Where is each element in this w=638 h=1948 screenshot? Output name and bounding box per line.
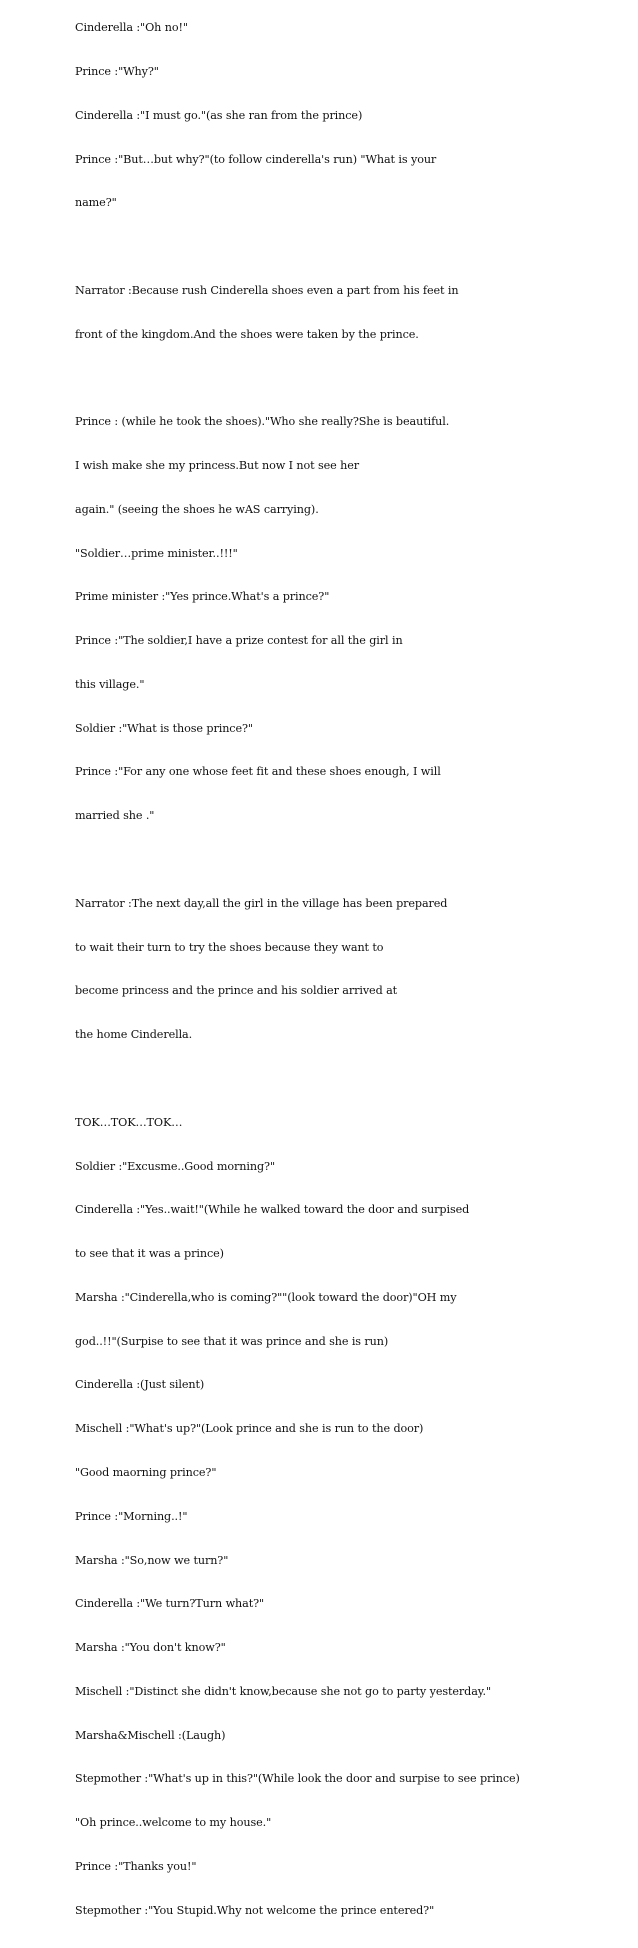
script-text <box>75 0 615 1948</box>
text-line: "Good maorning prince?" <box>75 1465 217 1479</box>
text-line: Marsha :"So,now we turn?" <box>75 1553 229 1567</box>
blank-line <box>75 371 615 386</box>
text-line: "Soldier…prime minister..!!!" <box>75 546 238 560</box>
blank-line <box>75 240 615 255</box>
text-line: Marsha :"Cinderella,who is coming?""(look toward the door)"OH my <box>75 1290 457 1304</box>
text-line: Mischell :"Distinct she didn't know,because she not go to party yesterday." <box>75 1684 492 1698</box>
text-line: Stepmother :"What's up in this?"(While look the door and surpise to see prince) <box>75 1772 520 1786</box>
text-line: Cinderella :"Oh no!" <box>75 21 188 35</box>
text-line: to wait their turn to try the shoes because they want to <box>75 940 384 954</box>
text-line: Cinderella :"I must go."(as she ran from the prince) <box>75 108 363 122</box>
text-line: I wish make she my princess.But now I not see her <box>75 459 360 472</box>
text-line: Narrator :Because rush Cinderella shoes even a part from his feet in <box>75 283 459 297</box>
text-line: Cinderella :"We turn?Turn what?" <box>75 1597 265 1611</box>
text-line: Prime minister :"Yes prince.What's a prince?" <box>75 590 330 604</box>
text-line: name?" <box>75 196 117 210</box>
text-line: Marsha :"You don't know?" <box>75 1641 226 1655</box>
text-line: become princess and the prince and his soldier arrived at <box>75 984 398 998</box>
text-line: "Oh prince..welcome to my house." <box>75 1816 272 1830</box>
text-line: Cinderella :(Just silent) <box>75 1378 205 1392</box>
text-line: front of the kingdom.And the shoes were taken by the prince. <box>75 327 419 341</box>
text-line: Stepmother :"You Stupid.Why not welcome the prince entered?" <box>75 1903 435 1917</box>
text-line: Prince :"Morning..!" <box>75 1509 188 1523</box>
text-line: Marsha&Mischell :(Laugh) <box>75 1728 226 1742</box>
blank-line <box>75 853 615 868</box>
text-line: Prince :"The soldier,I have a prize contest for all the girl in <box>75 634 403 648</box>
text-line: to see that it was a prince) <box>75 1247 224 1261</box>
text-line: Soldier :"What is those prince?" <box>75 721 253 735</box>
text-line: Prince : (while he took the shoes)."Who she really?She is beautiful. <box>75 415 450 429</box>
text-line: Cinderella :"Yes..wait!"(While he walked toward the door and surpised <box>75 1203 470 1217</box>
text-line: Mischell :"What's up?"(Look prince and she is run to the door) <box>75 1422 424 1436</box>
blank-line <box>75 1072 615 1087</box>
text-line: married she ." <box>75 809 155 823</box>
text-line: Prince :"Thanks you!" <box>75 1860 197 1873</box>
text-line: again." (seeing the shoes he wAS carrying). <box>75 502 319 516</box>
text-line: god..!!"(Surpise to see that it was prince and she is run) <box>75 1334 389 1348</box>
text-line: Soldier :"Excusme..Good morning?" <box>75 1159 275 1173</box>
text-line: Prince :"Why?" <box>75 64 159 78</box>
text-line: Narrator :The next day,all the girl in the village has been prepared <box>75 896 448 910</box>
text-line: Prince :"But…but why?"(to follow cinderella's run) "What is your <box>75 152 437 166</box>
text-line: the home Cinderella. <box>75 1028 193 1042</box>
text-line: this village." <box>75 677 145 691</box>
text-line: Prince :"For any one whose feet fit and these shoes enough, I will <box>75 765 441 779</box>
text-line: TOK…TOK…TOK… <box>75 1115 183 1129</box>
